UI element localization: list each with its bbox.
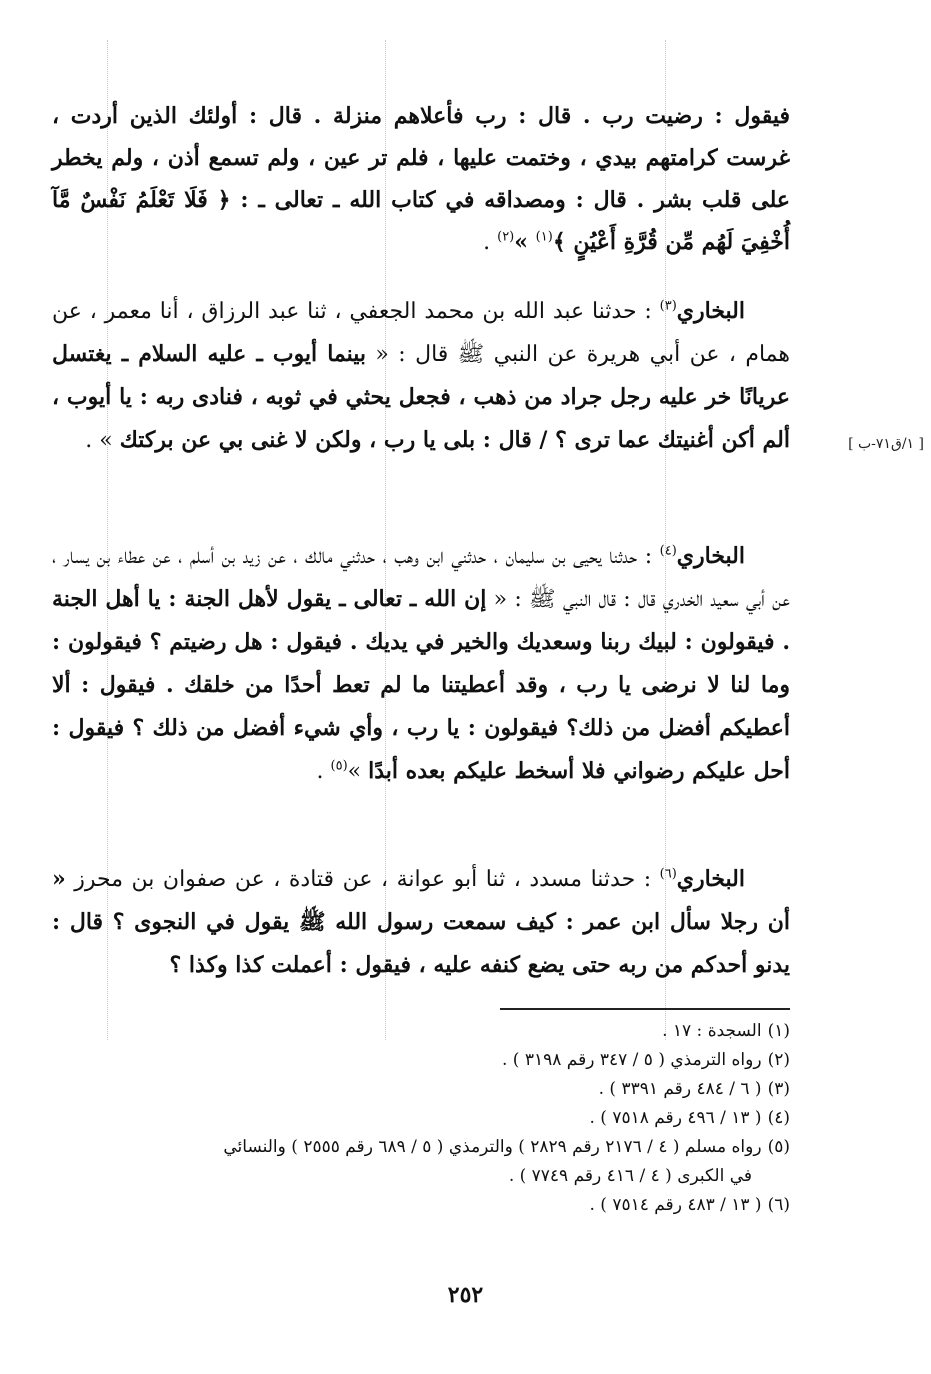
- footnotes: [52, 1017, 790, 1220]
- footnote-ref: (٦): [659, 866, 677, 882]
- footnote-text: في الكبرى ( ٤ / ٤١٦ رقم ٧٧٤٩ ) .: [508, 1166, 752, 1186]
- hadith-source: البخاري: [676, 866, 745, 892]
- footnote-text: السجدة : ١٧ .: [662, 1021, 762, 1041]
- footnote-item: [52, 1191, 790, 1220]
- page-number: ٢٥٢: [447, 1282, 484, 1308]
- quote-close: »: [347, 759, 369, 784]
- footnote-item: [52, 1075, 790, 1104]
- footnote-text: ( ١٣ / ٤٩٦ رقم ٧٥١٨ ) .: [589, 1108, 762, 1128]
- footnote-item: [52, 1046, 790, 1075]
- isnad-text: : حدثنا مسدد ، ثنا أبو عوانة ، عن قتادة ، عن صفوان بن محرز: [65, 867, 660, 892]
- footnote-number: (٥): [767, 1137, 790, 1157]
- matn-text: إن الله ـ تعالى ـ يقول لأهل الجنة : يا أهل الجنة . فيقولون : لبيك ربنا وسعديك والخير في يديك . فيقول : هل رضيتم ؟ فيقولون : وما لنا لا نرضى يا رب ، وقد أعطيتنا ما لم تعط أحدًا من خلقك . فيقول : ألا أعطيكم أفضل من ذلك؟ فيقولون : يا رب ، وأي شيء أفضل من ذلك ؟ فيقول : أحل عليكم رضواني فلا أسخط عليكم بعده أبدًا: [52, 586, 790, 784]
- footnote-ref: (٣): [659, 298, 677, 314]
- quote-close: »: [514, 229, 536, 255]
- footnote-ref: (٢): [497, 229, 515, 245]
- manuscript-folio-note: [ ١/ق٧١-ب ]: [848, 436, 924, 452]
- paragraph-2: [52, 290, 790, 462]
- footnote-item: [52, 1133, 790, 1162]
- footnote-number: (٦): [767, 1195, 790, 1215]
- footnote-number: (٤): [767, 1108, 790, 1128]
- footnote-ref: (٥): [330, 758, 348, 774]
- hadith-source: البخاري: [676, 298, 745, 324]
- paragraph-4: [52, 858, 790, 987]
- footnote-text: ( ٦ / ٤٨٤ رقم ٣٣٩١ ) .: [598, 1079, 762, 1099]
- footnote-ref: (٤): [659, 543, 677, 559]
- sentence-end: .: [483, 230, 498, 255]
- paragraph-3: [52, 535, 790, 793]
- matn-text: بينما أيوب ـ عليه السلام ـ يغتسل عريانًا خر عليه رجل جراد من ذهب ، فجعل يحثي في ثوبه ، فنادى ربه : يا أيوب ، ألم أكن أغنيتك عما ترى ؟ / قال : بلى يا رب ، ولكن لا غنى بي عن بركتك: [52, 341, 790, 453]
- paragraph-1: [52, 95, 790, 264]
- footnote-text: ( ١٣ / ٤٨٣ رقم ٧٥١٤ ) .: [589, 1195, 762, 1215]
- footnote-ref: (١): [535, 229, 553, 245]
- footnote-text: رواه الترمذي ( ٥ / ٣٤٧ رقم ٣١٩٨ ) .: [502, 1050, 762, 1070]
- footnote-number: (١): [767, 1021, 790, 1041]
- hadith-source: البخاري: [676, 543, 745, 569]
- matn-text: « أن رجلا سأل ابن عمر : كيف سمعت رسول الله ﷺ يقول في النجوى ؟ قال : يدنو أحدكم من ربه حتى يضع كنفه عليه ، فيقول : أعملت كذا وكذا ؟: [52, 866, 790, 978]
- footnote-item: [52, 1017, 790, 1046]
- footnote-item: [52, 1104, 790, 1133]
- footnote-text: رواه مسلم ( ٤ / ٢١٧٦ رقم ٢٨٢٩ ) والترمذي ( ٥ / ٦٨٩ رقم ٢٥٥٥ ) والنسائي: [223, 1137, 762, 1157]
- paragraph-body: فيقول : رضيت رب . قال : رب فأعلاهم منزلة . قال : أولئك الذين أردت ، غرست كرامتهم بيدي ، وختمت عليها ، فلم تر عين ، ولم تسمع أذن ، ولم يخطر على قلب بشر . قال : ومصداقه في كتاب الله ـ تعالى ـ : ﴿ فَلَا تَعْلَمُ نَفْسٌ مَّآ أُخْفِيَ لَهُم مِّن قُرَّةِ أَعْيُنٍ ﴾: [52, 103, 790, 255]
- isnad-text: : حدثنا يحيى بن سليمان ، حدثني ابن وهب ، حدثني مالك ، عن زيد بن أسلم ، عن عطاء بن يسار ، عن أبي سعيد الخدري قال : قال النبي ﷺ : «: [52, 544, 791, 612]
- footnote-number: (٢): [767, 1050, 790, 1070]
- footnote-continuation: [52, 1162, 790, 1191]
- footnote-separator: [500, 1008, 790, 1010]
- quote-close: » .: [85, 428, 120, 453]
- footnote-number: (٣): [767, 1079, 790, 1099]
- isnad-text: : حدثنا عبد الله بن محمد الجعفي ، ثنا عبد الرزاق ، أنا معمر ، عن همام ، عن أبي هريرة عن النبي ﷺ قال : «: [52, 299, 790, 367]
- sentence-end: .: [316, 759, 331, 784]
